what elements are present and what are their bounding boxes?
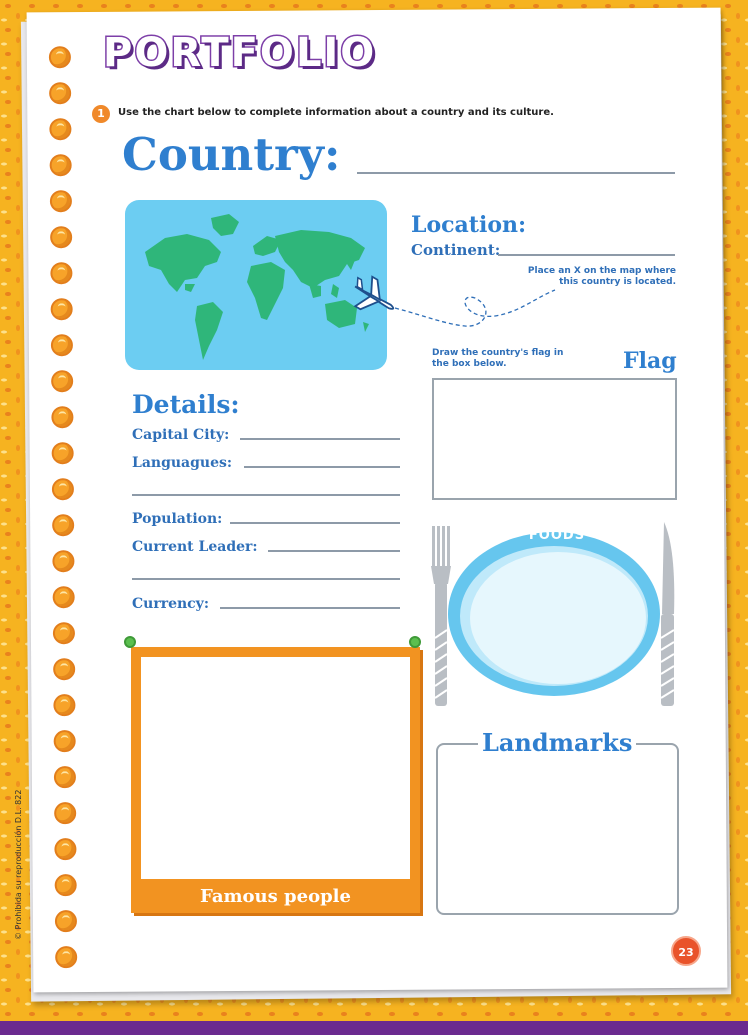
flag-drawing-box[interactable] bbox=[432, 378, 677, 500]
spiral-ring bbox=[55, 946, 77, 968]
spiral-ring bbox=[51, 370, 73, 392]
spiral-ring bbox=[54, 730, 76, 752]
spiral-ring bbox=[53, 658, 75, 680]
spiral-ring bbox=[53, 694, 75, 716]
spiral-ring bbox=[51, 298, 73, 320]
spiral-ring bbox=[50, 154, 72, 176]
foods-plate-illustration bbox=[426, 518, 682, 714]
famous-people-label: Famous people bbox=[200, 886, 351, 907]
languages-label: Languagues: bbox=[132, 455, 233, 471]
spiral-ring bbox=[49, 118, 71, 140]
current-leader-label: Current Leader: bbox=[132, 539, 258, 555]
country-label: Country: bbox=[122, 128, 341, 181]
population-label: Population: bbox=[132, 511, 223, 527]
portfolio-title: PORTFOLIO bbox=[103, 30, 377, 76]
spiral-ring bbox=[54, 766, 76, 788]
spiral-ring bbox=[53, 586, 75, 608]
airplane-icon bbox=[348, 275, 402, 321]
population-line[interactable] bbox=[230, 522, 400, 524]
spiral-ring bbox=[50, 262, 72, 284]
pin-icon bbox=[409, 636, 421, 648]
pin-icon bbox=[124, 636, 136, 648]
fork-icon bbox=[431, 526, 451, 706]
spiral-ring bbox=[52, 442, 74, 464]
continent-answer-line[interactable] bbox=[498, 254, 675, 256]
flag-title: Flag bbox=[623, 348, 677, 374]
step-number-badge: 1 bbox=[92, 105, 110, 123]
spiral-ring bbox=[52, 478, 74, 500]
spiral-ring bbox=[51, 406, 73, 428]
spiral-ring bbox=[50, 226, 72, 248]
capital-city-label: Capital City: bbox=[132, 427, 230, 443]
spiral-ring bbox=[49, 82, 71, 104]
landmarks-title: Landmarks bbox=[478, 728, 636, 757]
spiral-ring bbox=[53, 622, 75, 644]
location-title: Location: bbox=[411, 212, 527, 238]
knife-icon bbox=[661, 522, 674, 706]
famous-people-frame[interactable] bbox=[131, 647, 420, 913]
current-leader-line-2[interactable] bbox=[132, 578, 400, 580]
spiral-ring bbox=[52, 514, 74, 536]
spiral-ring bbox=[55, 874, 77, 896]
copyright-notice: © Prohibida su reproducción D.L. 822 bbox=[14, 789, 23, 940]
flag-instruction-note: Draw the country's flag in the box below. bbox=[432, 348, 564, 369]
spiral-ring bbox=[50, 190, 72, 212]
spiral-ring bbox=[54, 802, 76, 824]
languages-line[interactable] bbox=[244, 466, 400, 468]
spiral-ring bbox=[55, 910, 77, 932]
map-instruction-note: Place an X on the map where this country is located. bbox=[527, 266, 676, 287]
currency-line[interactable] bbox=[220, 607, 400, 609]
continent-label: Continent: bbox=[411, 241, 501, 259]
page-number-badge: 23 bbox=[671, 936, 701, 966]
spiral-ring bbox=[51, 334, 73, 356]
capital-city-line[interactable] bbox=[240, 438, 400, 440]
spiral-ring bbox=[52, 550, 74, 572]
languages-line-2[interactable] bbox=[132, 494, 400, 496]
country-answer-line[interactable] bbox=[357, 172, 675, 174]
details-title: Details: bbox=[132, 390, 240, 419]
bottom-purple-bar bbox=[0, 1021, 748, 1035]
current-leader-line[interactable] bbox=[268, 550, 400, 552]
plate-icon bbox=[448, 532, 660, 696]
landmarks-box[interactable] bbox=[436, 743, 679, 915]
currency-label: Currency: bbox=[132, 596, 209, 612]
spiral-ring bbox=[49, 46, 71, 68]
foods-title: FOODS bbox=[528, 528, 586, 543]
famous-people-drawing-area[interactable] bbox=[141, 657, 410, 879]
instruction-text: Use the chart below to complete information about a country and its culture. bbox=[118, 107, 554, 118]
spiral-ring bbox=[54, 838, 76, 860]
